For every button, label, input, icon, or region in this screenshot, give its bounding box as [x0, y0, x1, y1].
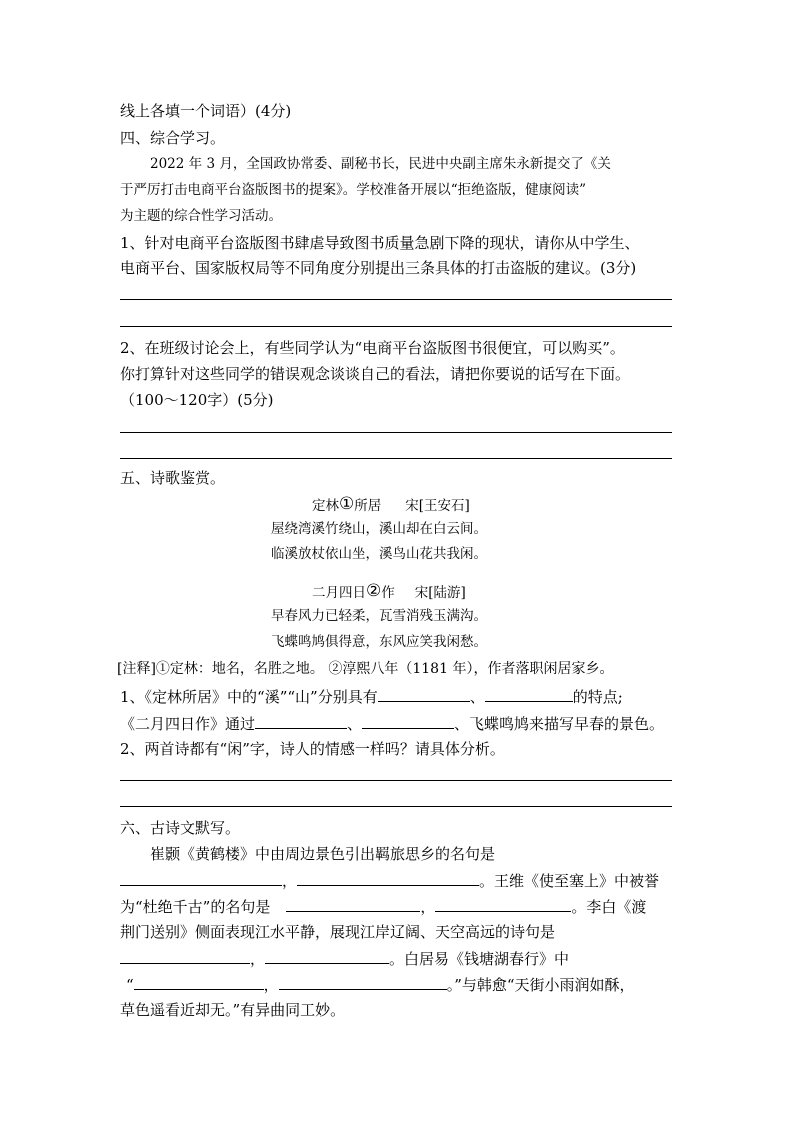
section-4-question-1-line-2: 电商平台、国家版权局等不同角度分别提出三条具体的打击盗版的建议。(3分)	[120, 259, 637, 277]
section-4-question-2-line-1: 2、在班级讨论会上，有些同学认为“电商平台盗版图书很便宜，可以购买”。	[120, 339, 625, 357]
section-5-question-2: 2、两首诗都有“闲”字，诗人的情感一样吗？请具体分析。	[120, 740, 505, 758]
question-text: 1、《定林所居》中的“溪”“山”分别具有	[120, 688, 378, 706]
separator: ，	[420, 898, 436, 916]
footnote-marker: ②	[366, 581, 382, 601]
section-6-line-3	[120, 896, 646, 917]
section-4-intro-line-3: 为主题的综合性学习活动。	[120, 208, 282, 224]
separator: ，	[282, 872, 298, 890]
fill-blank[interactable]	[265, 948, 389, 964]
section-5-question-1a	[120, 686, 623, 707]
section-4-question-2-line-3: （100～120字）(5分)	[120, 391, 274, 409]
answer-line[interactable]	[120, 299, 672, 300]
fill-blank[interactable]	[297, 870, 479, 886]
question-text: 。李白《渡	[571, 898, 647, 916]
answer-line[interactable]	[120, 780, 672, 781]
poem-annotations: [注释]①定林：地名，名胜之地。 ②淳熙八年（1181 年），作者落职闲居家乡。	[117, 661, 614, 677]
fill-blank[interactable]	[485, 686, 573, 702]
poem-1-line-2: 临溪放杖依山坐，溪鸟山花共我闲。	[271, 546, 487, 562]
section-6-title: 六、古诗文默写。	[120, 819, 241, 837]
section-6-line-5	[120, 948, 569, 969]
section-6-line-6	[126, 974, 635, 995]
section-6-line-2	[120, 870, 659, 891]
section-4-intro-line-1: 2022 年 3 月，全国政协常委、副秘书长，民进中央副主席朱永新提交了《关	[150, 156, 611, 172]
fill-blank[interactable]	[134, 974, 264, 990]
section-6-line-4: 荆门送别》侧面表现江水平静，展现江岸辽阔、天空高远的诗句是	[120, 923, 556, 941]
section-4-intro-line-2: 于严厉打击电商平台盗版图书的提案》。学校准备开展以“拒绝盗版，健康阅读”	[120, 182, 587, 198]
question-text: 的特点;	[572, 688, 623, 706]
previous-question-tail: 线上各填一个词语）(4分)	[120, 102, 292, 120]
poem-2-line-1: 早春风力已轻柔，瓦雪消残玉满沟。	[271, 608, 487, 624]
quote-mark: “	[126, 976, 134, 994]
poem-2-title-text-2: 作	[381, 585, 395, 601]
section-4-question-2-line-2: 你打算针对这些同学的错误观念谈谈自己的看法，请把你要说的话写在下面。	[120, 365, 631, 383]
answer-line[interactable]	[120, 806, 672, 807]
poem-1-title	[312, 494, 470, 516]
fill-blank[interactable]	[362, 713, 454, 729]
fill-blank[interactable]	[120, 948, 250, 964]
fill-blank[interactable]	[120, 870, 282, 886]
separator: 、	[347, 715, 363, 733]
separator: ，	[263, 976, 279, 994]
answer-line[interactable]	[120, 432, 672, 433]
poem-1-author: 宋[王安石]	[405, 498, 470, 514]
separator: 、	[469, 688, 485, 706]
question-text: 。王维《使至塞上》中被誉	[479, 872, 660, 890]
fill-blank[interactable]	[286, 896, 420, 912]
fill-blank[interactable]	[435, 896, 571, 912]
section-6-line-1: 崔颢《黄鹤楼》中由周边景色引出羁旅思乡的名句是	[150, 845, 496, 863]
question-text: 。白居易《钱塘湖春行》中	[389, 950, 570, 968]
question-text: 《二月四日作》通过	[120, 715, 256, 733]
poem-2-author: 宋[陆游]	[414, 585, 466, 601]
question-text: 。”与韩愈“天街小雨润如酥，	[446, 976, 635, 994]
footnote-marker: ①	[339, 494, 355, 514]
section-4-title: 四、综合学习。	[120, 129, 226, 147]
section-5-question-1b	[120, 713, 664, 734]
fill-blank[interactable]	[378, 686, 470, 702]
poem-1-line-1: 屋绕湾溪竹绕山，溪山却在白云间。	[271, 521, 487, 537]
poem-2-line-2: 飞蝶鸣鸠俱得意，东风应笑我闲愁。	[271, 634, 487, 650]
section-4-question-1-line-1: 1、针对电商平台盗版图书肆虐导致图书质量急剧下降的现状，请你从中学生、	[120, 234, 640, 252]
poem-2-title-text: 二月四日	[312, 585, 366, 601]
poem-2-title	[312, 581, 466, 603]
answer-line[interactable]	[120, 326, 672, 327]
question-text: 、飞蝶鸣鸠来描写早春的景色。	[454, 715, 665, 733]
fill-blank[interactable]	[279, 974, 447, 990]
section-6-line-7: 草色遥看近却无。”有异曲同工妙。	[120, 1001, 346, 1019]
question-text: 为“杜绝千古”的名句是	[120, 898, 271, 916]
separator: ，	[250, 950, 266, 968]
poem-1-title-text-2: 所居	[354, 498, 382, 514]
answer-line[interactable]	[120, 458, 672, 459]
poem-1-title-text: 定林	[312, 498, 339, 514]
section-5-title: 五、诗歌鉴赏。	[120, 469, 226, 487]
fill-blank[interactable]	[255, 713, 347, 729]
